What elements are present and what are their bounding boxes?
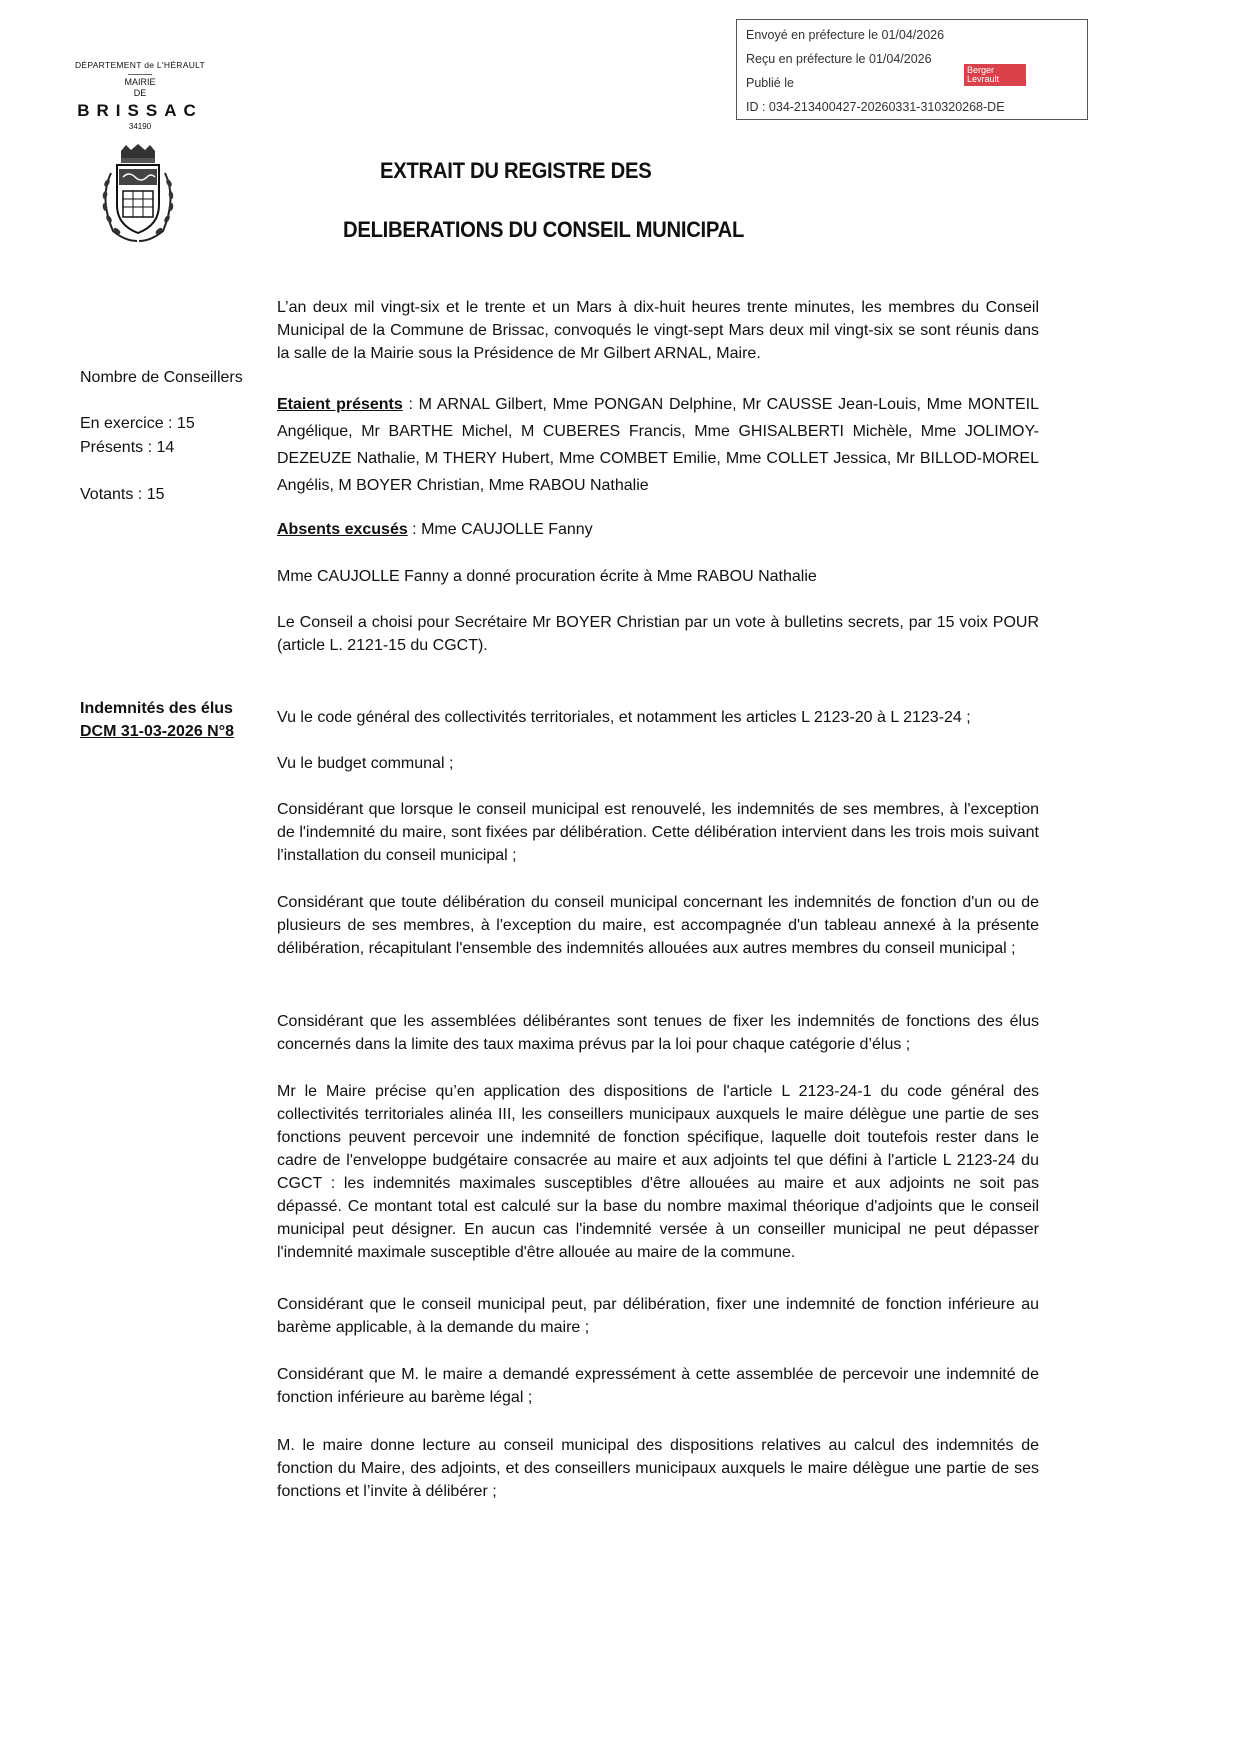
document-title-line-2: DELIBERATIONS DU CONSEIL MUNICIPAL	[343, 217, 745, 242]
present-members-paragraph	[277, 391, 1039, 499]
berger-levrault-logo	[964, 64, 1026, 86]
secretary-paragraph: Le Conseil a choisi pour Secrétaire Mr BOYER Christian par un vote à bulletins secrets, par 15 voix POUR (article L. 2121-15 du CGCT).	[277, 614, 1039, 654]
considerant-4-paragraph: Considérant que le conseil municipal peut, par délibération, fixer une indemnité de fonction inférieure au barème applicable, à la demande du maire ;	[277, 1296, 1039, 1336]
absent-members-paragraph	[277, 518, 1039, 541]
coat-of-arms-icon	[93, 143, 183, 248]
proxy-paragraph: Mme CAUJOLLE Fanny a donné procuration écrite à Mme RABOU Nathalie	[277, 568, 817, 585]
stamp-sent: Envoyé en préfecture le 01/04/2026	[746, 28, 945, 42]
department-label: DÉPARTEMENT de L'HÉRAULT	[74, 60, 206, 70]
stamp-published: Publié le	[746, 76, 794, 90]
deliberation-subject: Indemnités des élus	[80, 700, 233, 717]
considerant-2-paragraph: Considérant que toute délibération du conseil municipal concernant les indemnités de fonction d'un ou de plusieurs de ses membres, à l'exception du maire, est accompagnée d'un tableau annexé à la présente délibération, récapitulant l'ensemble des indemnités allouées aux autres membres du conseil municipal ;	[277, 894, 1039, 957]
deliberation-reference: DCM 31-03-2026 N°8	[80, 723, 235, 740]
mairie-header	[60, 60, 220, 131]
stamp-received: Reçu en préfecture le 01/04/2026	[746, 52, 932, 66]
prefecture-stamp	[736, 19, 1088, 120]
maire-lecture-paragraph: M. le maire donne lecture au conseil municipal des dispositions relatives au calcul des indemnités de fonction du Maire, des adjoints, et des conseillers municipaux auxquels le maire délègue une partie de ses fonctions et l’invite à délibérer ;	[277, 1437, 1039, 1500]
councillors-count-heading: Nombre de Conseillers	[80, 369, 243, 386]
councillors-present: Présents : 14	[80, 439, 175, 456]
divider	[128, 74, 152, 75]
town-name: BRISSAC	[77, 101, 203, 120]
postcode: 34190	[128, 122, 152, 131]
vu-code-paragraph: Vu le code général des collectivités territoriales, et notamment les articles L 2123-20 à L 2123-24 ;	[277, 709, 971, 726]
maire-precision-paragraph: Mr le Maire précise qu’en application des dispositions de l'article L 2123-24-1 du code général des collectivités territoriales alinéa III, les conseillers municipaux auxquels le maire délègue une partie de ses fonctions peuvent percevoir une indemnité de fonction spécifique, laquelle doit toutefois rester dans le cadre de l'enveloppe budgétaire consacrée au maire et aux adjoints tel que défini à l'article L 2123-24 du CGCT : les indemnités maximales susceptibles d'être allouées au maire et aux adjoints ne soit pas dépassé. Ce montant total est calculé sur la base du nombre maximal théorique d'adjoints que le conseil municipal peut désigner. En aucun cas l'indemnité versée à un conseiller municipal ne peut dépasser l'indemnité maximale susceptible d'être allouée au maire de la commune.	[277, 1083, 1039, 1261]
councillors-in-office: En exercice : 15	[80, 415, 195, 432]
considerant-3-paragraph: Considérant que les assemblées délibérantes sont tenues de fixer les indemnités de fonctions des élus concernés dans la limite des taux maxima prévus par la loi pour chaque catégorie d’élus ;	[277, 1013, 1039, 1053]
logo-line-2: Levrault	[967, 74, 1000, 84]
absent-members-list: : Mme CAUJOLLE Fanny	[407, 521, 593, 538]
mairie-label: MAIRIE	[124, 77, 156, 87]
present-label: Etaient présents	[277, 396, 403, 413]
stamp-id: ID : 034-213400427-20260331-310320268-DE	[746, 100, 1005, 114]
councillors-voting: Votants : 15	[80, 486, 165, 503]
de-label: DE	[133, 88, 147, 98]
present-members-list: : M ARNAL Gilbert, Mme PONGAN Delphine, Mr CAUSSE Jean-Louis, Mme MONTEIL Angélique, Mr BARTHE Michel, M CUBERES Francis, Mme GHISALBERTI Michèle, Mme JOLIMOY-DEZEUZE Nathalie, M THERY Hubert, Mme COMBET Emilie, Mme COLLET Jessica, Mr BILLOD-MOREL Angélis, M BOYER Christian, Mme RABOU Nathalie	[277, 396, 1040, 494]
vu-budget-paragraph: Vu le budget communal ;	[277, 755, 454, 772]
intro-paragraph: L’an deux mil vingt-six et le trente et un Mars à dix-huit heures trente minutes, les membres du Conseil Municipal de la Commune de Brissac, convoqués le vingt-sept Mars deux mil vingt-six se sont réunis dans la salle de la Mairie sous la Présidence de Mr Gilbert ARNAL, Maire.	[277, 299, 1039, 362]
absent-label: Absents excusés	[277, 521, 408, 538]
considerant-5-paragraph: Considérant que M. le maire a demandé expressément à cette assemblée de percevoir une indemnité de fonction inférieure au barème légal ;	[277, 1366, 1039, 1406]
considerant-1-paragraph: Considérant que lorsque le conseil municipal est renouvelé, les indemnités de ses membres, à l'exception de l'indemnité du maire, sont fixées par délibération. Cette délibération intervient dans les trois mois suivant l'installation du conseil municipal ;	[277, 801, 1039, 864]
logo-line-1: Berger	[967, 65, 995, 75]
document-title-line-1: EXTRAIT DU REGISTRE DES	[380, 158, 652, 183]
